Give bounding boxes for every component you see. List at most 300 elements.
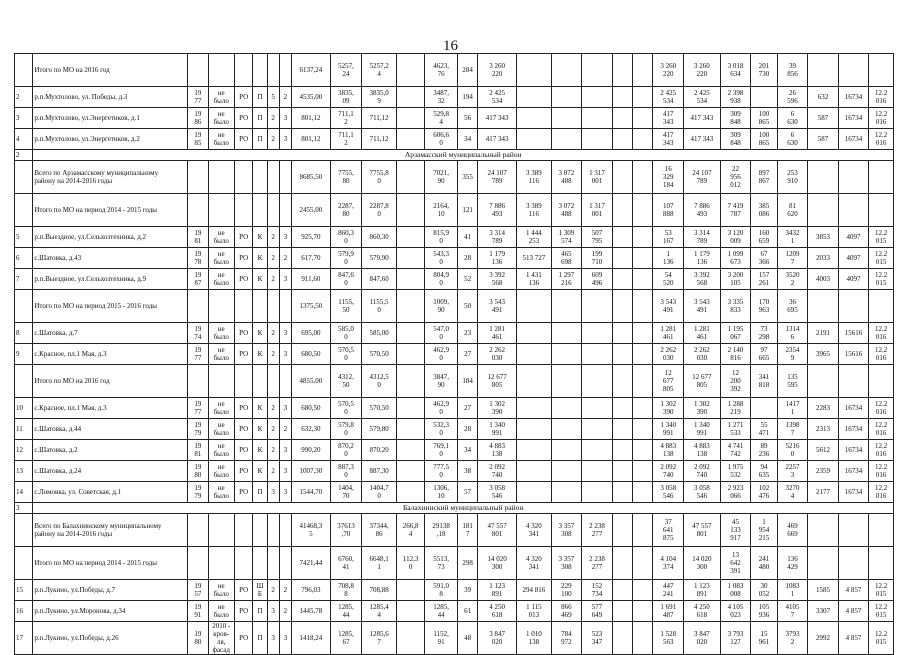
table-cell bbox=[869, 194, 894, 227]
table-cell bbox=[633, 290, 653, 323]
table-cell: Ш Б bbox=[253, 580, 267, 601]
table-cell: 632,30 bbox=[291, 419, 330, 440]
table-cell: 3 314 789 bbox=[478, 227, 517, 248]
table-cell: 1417 1 bbox=[777, 398, 808, 419]
table-cell: 19 79 bbox=[188, 419, 208, 440]
table-cell bbox=[551, 482, 582, 503]
table-cell: 1 281 461 bbox=[684, 323, 721, 344]
table-cell: 102 476 bbox=[751, 482, 777, 503]
table-cell: 3 072 488 bbox=[551, 161, 582, 194]
address-cell: с.Шатовка, д.7 bbox=[33, 323, 188, 344]
address-cell: р.п.Лукино, ул.Победы, д.7 bbox=[33, 580, 188, 601]
table-cell: 1 288 219 bbox=[720, 398, 751, 419]
table-cell: 2 bbox=[267, 461, 279, 482]
table-cell: РО bbox=[234, 419, 252, 440]
table-cell: 860,3 0 bbox=[330, 227, 362, 248]
table-cell bbox=[869, 547, 894, 580]
table-cell bbox=[517, 87, 552, 108]
table-cell: 29138 ,18 bbox=[425, 514, 458, 547]
table-cell: 2 238 277 bbox=[582, 514, 613, 547]
table-cell: 7421,44 bbox=[291, 547, 330, 580]
table-cell bbox=[396, 227, 425, 248]
address-cell: Итого по МО на 2016 год bbox=[33, 365, 188, 398]
table-cell: РО bbox=[234, 323, 252, 344]
table-cell: 1 302 390 bbox=[684, 398, 721, 419]
table-cell bbox=[633, 398, 653, 419]
table-cell: 19 87 bbox=[188, 269, 208, 290]
table-cell: 309 848 bbox=[720, 108, 751, 129]
table-cell: 6 630 bbox=[777, 108, 808, 129]
table-cell bbox=[751, 87, 777, 108]
table-cell: 253 910 bbox=[777, 161, 808, 194]
table-cell bbox=[838, 365, 869, 398]
table-cell: 1 302 390 bbox=[653, 398, 684, 419]
table-cell: 579,90 bbox=[362, 248, 397, 269]
table-cell: 897 867 bbox=[751, 161, 777, 194]
table-cell: 447 241 bbox=[653, 580, 684, 601]
table-cell: 3432 1 bbox=[777, 227, 808, 248]
table-cell: 2455,00 bbox=[291, 194, 330, 227]
table-cell bbox=[396, 622, 425, 655]
table-cell: 2 238 277 bbox=[582, 547, 613, 580]
table-cell: 19 78 bbox=[188, 248, 208, 269]
table-cell: 4312,5 0 bbox=[362, 365, 397, 398]
table-cell: 89 236 bbox=[751, 440, 777, 461]
table-cell bbox=[253, 514, 267, 547]
table-row bbox=[15, 129, 894, 150]
table-cell bbox=[612, 622, 632, 655]
table-cell: 19 80 bbox=[188, 461, 208, 482]
table-cell: не было bbox=[208, 461, 234, 482]
table-cell: 1 115 013 bbox=[517, 601, 552, 622]
table-cell: 4105 7 bbox=[777, 601, 808, 622]
table-cell: 1007,30 bbox=[291, 461, 330, 482]
table-cell: 4 883 138 bbox=[684, 440, 721, 461]
table-cell bbox=[551, 419, 582, 440]
table-cell: 6 630 bbox=[777, 129, 808, 150]
table-cell: П bbox=[253, 87, 267, 108]
table-cell: 587 bbox=[808, 108, 839, 129]
table-cell: 184 bbox=[457, 365, 477, 398]
table-cell bbox=[396, 398, 425, 419]
table-cell: 2 092 740 bbox=[478, 461, 517, 482]
table-cell: 19 86 bbox=[188, 108, 208, 129]
table-cell: 570,50 bbox=[362, 398, 397, 419]
table-row bbox=[15, 344, 894, 365]
table-cell: 1 975 532 bbox=[720, 461, 751, 482]
table-cell: 570,50 bbox=[362, 344, 397, 365]
section-title: Балахнинский муниципальный район bbox=[33, 503, 894, 514]
table-cell: не было bbox=[208, 129, 234, 150]
table-cell: К bbox=[253, 269, 267, 290]
table-cell: 2 bbox=[267, 248, 279, 269]
table-cell bbox=[808, 161, 839, 194]
table-cell: 2 262 030 bbox=[684, 344, 721, 365]
table-cell bbox=[517, 108, 552, 129]
table-cell: 7755, 80 bbox=[330, 161, 362, 194]
table-cell: 3 389 116 bbox=[517, 161, 552, 194]
table-cell bbox=[396, 419, 425, 440]
table-cell: 1314 6 bbox=[777, 323, 808, 344]
table-cell: 3793 2 bbox=[777, 622, 808, 655]
table-cell: 1 281 461 bbox=[653, 323, 684, 344]
table-cell: 8685,50 bbox=[291, 161, 330, 194]
table-cell: РО bbox=[234, 398, 252, 419]
table-cell: 815,9 0 bbox=[425, 227, 458, 248]
table-cell: 1 083 008 bbox=[720, 580, 751, 601]
table-cell: 170 963 bbox=[751, 290, 777, 323]
address-cell: с.Шатовка, д.43 bbox=[33, 248, 188, 269]
table-cell: 3 357 308 bbox=[551, 514, 582, 547]
table-cell: 199 710 bbox=[582, 248, 613, 269]
table-cell: 585,0 0 bbox=[330, 323, 362, 344]
table-row bbox=[15, 461, 894, 482]
total-row bbox=[15, 161, 894, 194]
table-cell: К bbox=[253, 440, 267, 461]
table-cell bbox=[551, 87, 582, 108]
table-cell: 4097 bbox=[838, 269, 869, 290]
table-cell: 1 123 891 bbox=[478, 580, 517, 601]
table-cell: 591,0 8 bbox=[425, 580, 458, 601]
table-cell: 2 bbox=[267, 129, 279, 150]
address-cell: Всего по Балахнинскому муниципальному району на 2014-2016 годы bbox=[33, 514, 188, 547]
table-cell: 417 343 bbox=[684, 108, 721, 129]
table-cell bbox=[582, 461, 613, 482]
table-cell: 152 734 bbox=[582, 580, 613, 601]
table-cell: 10 bbox=[15, 398, 33, 419]
table-cell: 4 104 374 bbox=[653, 547, 684, 580]
table-cell: 523 347 bbox=[582, 622, 613, 655]
table-cell: 3 bbox=[279, 344, 291, 365]
table-cell: 3 314 789 bbox=[684, 227, 721, 248]
table-cell: 3 bbox=[279, 461, 291, 482]
table-cell: 194 bbox=[457, 87, 477, 108]
table-cell bbox=[869, 290, 894, 323]
table-cell bbox=[838, 161, 869, 194]
table-cell: 3 120 009 bbox=[720, 227, 751, 248]
table-cell bbox=[751, 398, 777, 419]
table-cell bbox=[234, 547, 252, 580]
table-cell: 1 195 067 bbox=[720, 323, 751, 344]
table-cell: 887,3 0 bbox=[330, 461, 362, 482]
table-cell: 1 340 991 bbox=[684, 419, 721, 440]
table-cell bbox=[396, 129, 425, 150]
address-cell: Всего по Арзамасскому муниципальному району на 2014-2016 годы bbox=[33, 161, 188, 194]
address-cell: р.п.Выездное, ул.Сельхозтехника, д.2 bbox=[33, 227, 188, 248]
table-cell: 3835,0 9 bbox=[362, 87, 397, 108]
table-cell: 19 80 bbox=[188, 622, 208, 655]
table-cell: 7 886 493 bbox=[684, 194, 721, 227]
table-cell bbox=[396, 54, 425, 87]
table-cell: 3 bbox=[15, 108, 33, 129]
table-cell: 61 bbox=[457, 601, 477, 622]
table-cell: 30 052 bbox=[751, 580, 777, 601]
address-cell: Итого по МО на период 2015 - 2016 годы bbox=[33, 290, 188, 323]
table-cell bbox=[279, 54, 291, 87]
table-row bbox=[15, 248, 894, 269]
table-cell: 711,1 2 bbox=[330, 108, 362, 129]
table-cell bbox=[869, 161, 894, 194]
table-cell: 41 bbox=[457, 227, 477, 248]
table-cell bbox=[612, 580, 632, 601]
table-cell: 1 528 563 bbox=[653, 622, 684, 655]
table-cell bbox=[267, 161, 279, 194]
table-cell: 4 741 742 bbox=[720, 440, 751, 461]
table-row bbox=[15, 323, 894, 344]
table-cell: 3 335 833 bbox=[720, 290, 751, 323]
table-cell: 12.2 015 bbox=[869, 248, 894, 269]
table-cell bbox=[612, 161, 632, 194]
table-cell: 5257, 24 bbox=[330, 54, 362, 87]
table-cell: 15 bbox=[15, 580, 33, 601]
table-cell: РО bbox=[234, 87, 252, 108]
table-cell: 3 357 308 bbox=[551, 547, 582, 580]
table-cell bbox=[633, 161, 653, 194]
table-cell bbox=[633, 323, 653, 344]
table-cell: 309 848 bbox=[720, 129, 751, 150]
table-cell: 887,30 bbox=[362, 461, 397, 482]
table-cell: 1 123 891 bbox=[684, 580, 721, 601]
table-cell: не было bbox=[208, 419, 234, 440]
table-cell: 1 099 673 bbox=[720, 248, 751, 269]
table-row bbox=[15, 87, 894, 108]
table-cell: К bbox=[253, 248, 267, 269]
table-cell: 16734 bbox=[838, 440, 869, 461]
table-cell: 543,3 0 bbox=[425, 248, 458, 269]
table-cell: 1209 7 bbox=[777, 248, 808, 269]
table-cell: 12.2 016 bbox=[869, 323, 894, 344]
table-cell: 1 010 138 bbox=[517, 622, 552, 655]
table-cell: 632 bbox=[808, 87, 839, 108]
table-cell bbox=[551, 323, 582, 344]
table-cell: 2 bbox=[279, 419, 291, 440]
table-cell: 11 bbox=[15, 419, 33, 440]
table-cell: 6648,1 1 bbox=[362, 547, 397, 580]
table-cell: 5513, 73 bbox=[425, 547, 458, 580]
table-cell bbox=[517, 482, 552, 503]
table-cell: 2164, 10 bbox=[425, 194, 458, 227]
table-cell: 136 429 bbox=[777, 547, 808, 580]
table-cell: 617,70 bbox=[291, 248, 330, 269]
table-cell: 4 883 138 bbox=[478, 440, 517, 461]
table-cell: 355 bbox=[457, 161, 477, 194]
table-cell bbox=[612, 269, 632, 290]
table-cell: 53 167 bbox=[653, 227, 684, 248]
table-cell bbox=[253, 547, 267, 580]
table-cell: 16734 bbox=[838, 482, 869, 503]
table-cell bbox=[612, 461, 632, 482]
table-cell: 4 857 bbox=[838, 580, 869, 601]
table-cell bbox=[808, 54, 839, 87]
table-row bbox=[15, 227, 894, 248]
table-cell: 12.2 016 bbox=[869, 108, 894, 129]
table-cell: 3270 4 bbox=[777, 482, 808, 503]
table-cell: 4 250 618 bbox=[684, 601, 721, 622]
table-cell bbox=[633, 129, 653, 150]
table-row bbox=[15, 108, 894, 129]
table-cell: 48 bbox=[457, 622, 477, 655]
table-cell: 860,30 bbox=[362, 227, 397, 248]
table-cell: 469 669 bbox=[777, 514, 808, 547]
table-cell: 14 020 300 bbox=[684, 547, 721, 580]
table-cell bbox=[869, 365, 894, 398]
table-cell bbox=[582, 290, 613, 323]
table-cell bbox=[582, 108, 613, 129]
table-cell bbox=[551, 344, 582, 365]
table-cell: 3 072 488 bbox=[551, 194, 582, 227]
table-cell: 37 641 875 bbox=[653, 514, 684, 547]
table-cell: 52 bbox=[457, 269, 477, 290]
table-cell bbox=[15, 514, 33, 547]
table-cell bbox=[15, 365, 33, 398]
table-cell: РО bbox=[234, 622, 252, 655]
table-cell: 7021, 90 bbox=[425, 161, 458, 194]
table-cell: 3 392 568 bbox=[684, 269, 721, 290]
address-cell: р.п.Выездное, ул.Сельхозтехника, д.9 bbox=[33, 269, 188, 290]
table-cell: 2 bbox=[279, 248, 291, 269]
table-cell: 26 596 bbox=[777, 87, 808, 108]
table-cell bbox=[15, 161, 33, 194]
table-cell: 4 250 618 bbox=[478, 601, 517, 622]
table-cell: 847,6 0 bbox=[330, 269, 362, 290]
table-cell: 47 557 801 bbox=[684, 514, 721, 547]
table-cell: РО bbox=[234, 344, 252, 365]
table-cell bbox=[612, 227, 632, 248]
table-cell: 13 bbox=[15, 461, 33, 482]
table-row bbox=[15, 398, 894, 419]
table-cell bbox=[612, 547, 632, 580]
table-cell: 4 320 341 bbox=[517, 514, 552, 547]
table-cell bbox=[633, 344, 653, 365]
table-cell: 1 340 991 bbox=[478, 419, 517, 440]
table-cell: К bbox=[253, 398, 267, 419]
table-cell: 1 136 bbox=[653, 248, 684, 269]
table-cell: 866 469 bbox=[551, 601, 582, 622]
table-cell: 3847, 90 bbox=[425, 365, 458, 398]
table-cell: 417 343 bbox=[684, 129, 721, 150]
table-cell: 3520 2 bbox=[777, 269, 808, 290]
table-cell: 2 bbox=[15, 87, 33, 108]
table-cell: 579,8 0 bbox=[330, 419, 362, 440]
table-cell bbox=[396, 194, 425, 227]
table-cell: 1155,5 0 bbox=[362, 290, 397, 323]
table-cell: 680,50 bbox=[291, 344, 330, 365]
table-cell: 105 936 bbox=[751, 601, 777, 622]
table-cell bbox=[208, 547, 234, 580]
table-cell: 911,60 bbox=[291, 269, 330, 290]
table-cell: 4 857 bbox=[838, 622, 869, 655]
table-cell bbox=[517, 129, 552, 150]
table-cell bbox=[267, 54, 279, 87]
section-title: Арзамасский муниципальный район bbox=[33, 150, 894, 161]
table-cell: К bbox=[253, 461, 267, 482]
table-cell: 2354 9 bbox=[777, 344, 808, 365]
table-cell bbox=[633, 482, 653, 503]
table-cell: 12 677 805 bbox=[478, 365, 517, 398]
table-cell: 7755,8 0 bbox=[362, 161, 397, 194]
table-cell: 847,60 bbox=[362, 269, 397, 290]
table-cell: 4535,00 bbox=[291, 87, 330, 108]
table-cell: 284 bbox=[457, 54, 477, 87]
table-cell: 2359 bbox=[808, 461, 839, 482]
table-cell: 3 389 116 bbox=[517, 194, 552, 227]
table-cell bbox=[396, 461, 425, 482]
table-cell: 804,9 0 bbox=[425, 269, 458, 290]
table-cell bbox=[612, 365, 632, 398]
table-cell: 12.2 015 bbox=[869, 580, 894, 601]
table-cell: 3 058 546 bbox=[478, 482, 517, 503]
table-cell: 16734 bbox=[838, 398, 869, 419]
table-cell bbox=[208, 54, 234, 87]
table-cell bbox=[517, 344, 552, 365]
table-cell bbox=[551, 461, 582, 482]
table-cell: 801,12 bbox=[291, 129, 330, 150]
table-cell: 711,12 bbox=[362, 129, 397, 150]
table-cell bbox=[15, 54, 33, 87]
table-cell: 34 bbox=[457, 129, 477, 150]
table-cell bbox=[396, 248, 425, 269]
table-cell: 579,80 bbox=[362, 419, 397, 440]
table-cell: 67 366 bbox=[751, 248, 777, 269]
table-cell: 157 261 bbox=[751, 269, 777, 290]
table-cell: 38 bbox=[457, 461, 477, 482]
table-cell: 12.2 016 bbox=[869, 344, 894, 365]
table-cell: 19 74 bbox=[188, 323, 208, 344]
table-cell bbox=[188, 547, 208, 580]
table-cell: РО bbox=[234, 482, 252, 503]
table-cell: К bbox=[253, 323, 267, 344]
table-cell bbox=[633, 419, 653, 440]
table-cell bbox=[279, 194, 291, 227]
table-cell bbox=[633, 601, 653, 622]
table-cell: 57 bbox=[457, 482, 477, 503]
table-cell: 7 886 493 bbox=[478, 194, 517, 227]
address-cell: с.Ломовка, ул. Советская, д.1 bbox=[33, 482, 188, 503]
table-cell: 37613 ,70 bbox=[330, 514, 362, 547]
table-cell: 462,9 0 bbox=[425, 344, 458, 365]
table-cell: 16734 bbox=[838, 87, 869, 108]
total-row bbox=[15, 514, 894, 547]
table-cell bbox=[188, 54, 208, 87]
table-cell: 1 297 216 bbox=[551, 269, 582, 290]
table-cell: РО bbox=[234, 108, 252, 129]
table-cell bbox=[612, 398, 632, 419]
table-cell bbox=[838, 547, 869, 580]
table-cell bbox=[612, 323, 632, 344]
table-cell bbox=[633, 461, 653, 482]
table-cell: не было bbox=[208, 248, 234, 269]
total-row bbox=[15, 194, 894, 227]
table-cell: 19 77 bbox=[188, 344, 208, 365]
table-cell: 298 bbox=[457, 547, 477, 580]
table-cell: 462,9 0 bbox=[425, 398, 458, 419]
table-cell: 7 bbox=[15, 269, 33, 290]
table-cell: 3 bbox=[279, 323, 291, 344]
table-cell: 1 179 136 bbox=[684, 248, 721, 269]
table-cell: 1398 7 bbox=[777, 419, 808, 440]
table-cell bbox=[208, 161, 234, 194]
table-cell bbox=[279, 514, 291, 547]
table-cell: П bbox=[253, 622, 267, 655]
table-cell: 1 309 574 bbox=[551, 227, 582, 248]
table-cell bbox=[612, 87, 632, 108]
table-cell: 3 bbox=[267, 622, 279, 655]
address-cell: р.п.Мухтолово, ул.Энергетиков, д.1 bbox=[33, 108, 188, 129]
table-cell: 19 85 bbox=[188, 129, 208, 150]
table-cell: 12 677 805 bbox=[653, 365, 684, 398]
table-cell: 6 bbox=[15, 248, 33, 269]
table-cell bbox=[208, 290, 234, 323]
